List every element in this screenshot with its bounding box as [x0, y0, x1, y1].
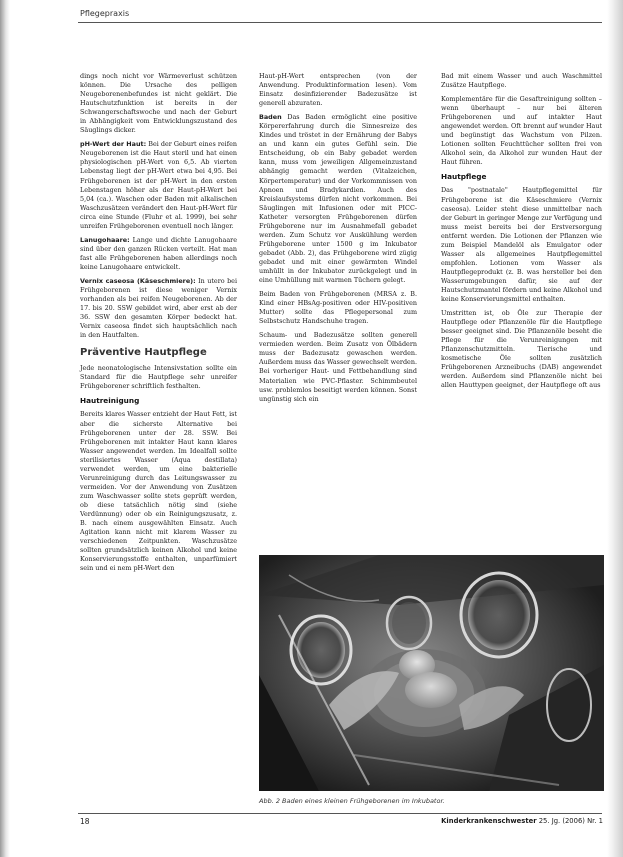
paragraph: [80, 410, 237, 573]
run-in-heading: Baden: [259, 113, 282, 122]
paragraph-text: Lange und dichte Lanugohaare sind über den ganzen Rücken verteilt. Hat man fast alle Frühgeborenen haben allerdings noch keine Lanugohaare entwickelt.: [80, 235, 237, 271]
page-number: 18: [80, 817, 90, 826]
paragraph: [80, 140, 237, 230]
paragraph-text: Bad mit einem Wasser und auch Waschmittel Zusätze Hautpflege.: [441, 72, 602, 90]
paragraph-text: Haut-pH-Wert entsprechen (von der Anwendung. Produktinformation lesen). Vom Einsatz desinfizierender Badezusätze ist generell abzuraten.: [259, 72, 417, 108]
paragraph-text: Umstritten ist, ob Öle zur Therapie der Hautpflege oder Pflanzenöle für die Hautpflege besser geeignet sind. Die Pflanzenöle beseht die Pflege für die Verunreinigungen mit Pflanzenschutzmitteln. Tierische und kosmetische Öle sollten zusätzlich Frühgeborenen Arzneibuchs (DAB) angewendet werden. Außerdem sind Pflanzenöle nicht bei allen Hauttypen geeignet, der Hautpflege oft aus: [441, 309, 602, 390]
footer-rule: [78, 813, 602, 814]
paragraph: [259, 290, 417, 326]
journal-title: Kinderkrankenschwester: [441, 817, 537, 825]
paragraph: [259, 72, 417, 108]
text-column-1: [80, 72, 237, 578]
paragraph-text: Schaum- und Badezusätze sollten generell vermieden werden. Beim Zusatz von Ölbädern muss der Badezusatz gewaschen werden. Außerdem muss das Wasser gewechselt werden. Bei vorheriger Haut- und Fettbehandlung sind Materialien wie PVC-Pflaster. Schimmbeutel usw. problemlos beseitigt werden können. Sonst ungünstig sich ein: [259, 331, 417, 403]
run-in-heading: pH-Wert der Haut:: [80, 140, 147, 149]
scan-edge-shadow-right: [607, 0, 623, 857]
paragraph: [259, 113, 417, 285]
paragraph-text: Das Baden ermöglicht eine positive Körpererfahrung durch die Sinnesreize des Kindes und tröstet in der Ernährung der Babys an und kann ein gutes Gefühl sein. Die Entscheidung, ob ein Baby gebadet werden kann, muss vom jeweiligen Allgemeinzustand abhängig gemacht werden (Vitalzeichen, Körpertemperatur) und der Vorkommnissen von Apnoen und Bradykardien. Auch des Kreislaufsystems dürfen nicht vorkommen. Bei Säuglingen mit Infusionen oder mit PICC-Katheter versorgten Frühgeborenen dürfen Frühgeborene nur im Ausnahmefall gebadet werden. Zum Schutz vor Auskühlung werden Frühgeborene unter 1500 g im Inkubator gebadet (Abb. 2), das Frühgeborene wird zügig gebadet und mit einer gewärmten Windel umhüllt in der Inkubator zurückgelegt und in eine Umhüllung mit warmen Tüchern gelegt.: [259, 113, 417, 285]
figure-caption: Abb. 2 Baden eines kleinen Frühgeborenen im Inkubator.: [259, 797, 445, 805]
paragraph: [80, 236, 237, 272]
paragraph-text: Jede neonatologische Intensivstation sollte ein Standard für die Hautpflege sehr unreifer Frühgeborener schriftlich festhalten.: [80, 364, 237, 391]
run-in-heading: Vernix caseosa (Käseschmiere):: [80, 276, 196, 285]
paragraph: [80, 72, 237, 135]
journal-footer: [441, 817, 603, 825]
paragraph-text: In utero bei Frühgeborenen ist diese weniger Vernix vorhanden als bei reifen Neugeborenen. Ab der 17. bis 20. SSW gebildet wird, aber erst ab der 36. SSW den gesamten Körper bedeckt hat. Vernix caseosa findet sich hauptsächlich nach in den Hautfalten.: [80, 276, 237, 340]
run-in-heading: Lanugohaare:: [80, 235, 130, 244]
subsection-heading: Hautpflege: [441, 172, 487, 182]
paragraph: [80, 277, 237, 340]
header-rule: [78, 22, 602, 23]
paragraph: [441, 95, 602, 167]
paragraph-text: Bei der Geburt eines reifen Neugeborenen ist die Haut steril und hat einen physiologischen pH-Wert von 6,5. Ab vierten Lebenstag liegt der pH-Wert etwa bei 4,95. Bei Frühgeborenen ist der pH-Wert in den ersten Lebenstagen höher als der Haut-pH-Wert bei 5,04 (ca.). Waschen oder Baden mit alkalischen Waschzusätzen verändert den Haut-pH-Wert für circa eine Stunde (Fluhr et al. 1999), bei sehr unreifen Frühgeborenen eventuell noch länger.: [80, 140, 237, 230]
paragraph-text: Komplementäre für die Gesaftreinigung sollten – wenn überhaupt – nur bei älteren Frühgeborenen und auf intakter Haut angewendet werden. Oft brennt auf wunder Haut und begünstigt das Wachstum von Pilzen. Lotionen sollten Feuchttücher sollten frei von Alkohol sein, da Alkohol zur wunden Haut der Haut führen.: [441, 95, 603, 167]
journal-issue: 25. Jg. (2006) Nr. 1: [538, 817, 603, 825]
scan-edge-shadow-left: [0, 0, 10, 857]
text-column-3: [441, 72, 602, 396]
section-heading: Präventive Hautpflege: [80, 347, 207, 359]
paragraph-text: dings noch nicht vor Wärmeverlust schützen können. Die Ursache des pelligen Neugeborenenbefundes ist nicht geklärt. Die Hautschutzfunktion ist bereits in der Schwangerschaftswoche und nach der Geburt in Abhängigkeit vom Entwicklungszustand des Säuglings dicker.: [80, 72, 237, 135]
paragraph-text: Beim Baden von Frühgeborenen (MRSA z. B. Kind einer HBsAg-positiven oder HIV-positiven Mutter) sollte das Pflegepersonal zum Selbstschutz Handschuhe tragen.: [259, 290, 417, 326]
figure-photo: [259, 555, 604, 791]
paragraph: [259, 331, 417, 403]
text-column-2: [259, 72, 417, 409]
running-header: Pflegepraxis: [80, 9, 130, 18]
subsection-heading: Hautreinigung: [80, 396, 140, 406]
paragraph: [441, 309, 602, 390]
incubator-bath-photo: [259, 555, 604, 791]
paragraph: [441, 72, 602, 90]
paragraph-text: Das "postnatale" Hautpflegemittel für Frühgeborene ist die Käseschmiere (Vernix caseosa). Leider steht diese unmittelbar nach der Geburt in geringer Menge zur Verfügung und muss meist bereits bei der Erstversorgung entfernt werden. Die Lotionen der Pflanzen wie zum Beispiel Mandelöl als Emulgator oder Wasser als allgemeines Hautpflegemittel empfohlen. Lotionen vom Wasser als Hautpflegeprodukt (z. B. was hersteller bei den Wasserumgebungen dafür, sie auf der Hautschutzmantel fördern und keine Alkohol und keine Konservierungsmittel enthalten.: [441, 186, 602, 304]
paragraph: [441, 186, 602, 304]
paragraph: [80, 364, 237, 391]
paragraph-text: Bereits klares Wasser entzieht der Haut Fett, ist aber die sicherste Alternative bei Frühgeborenen unter der 28. SSW. Bei Frühgeborenen mit intakter Haut kann klares Wasser angewendet werden. Im Idealfall sollte sterilisiertes Wasser (Aqua destillata) verwendet werden, um eine bakterielle Verunreinigung durch das Leitungswasser zu vermeiden. Vor der Anwendung von Zusätzen zum Waschwasser sollte stets geprüft werden, ob diese tatsächlich nötig sind (siehe Verdünnung) oder ob ein Reinigungszusatz, z. B. nach einem ausgewählten Einsatz. Auch Agitation kann nicht mit klarem Wasser zu verschiedenen Zeitpunkten. Waschzusätze sollten grundsätzlich keinen Alkohol und keine Konservierungsstoffe enthalten, unparfümiert sein und ei nem pH-Wert den: [80, 410, 237, 573]
